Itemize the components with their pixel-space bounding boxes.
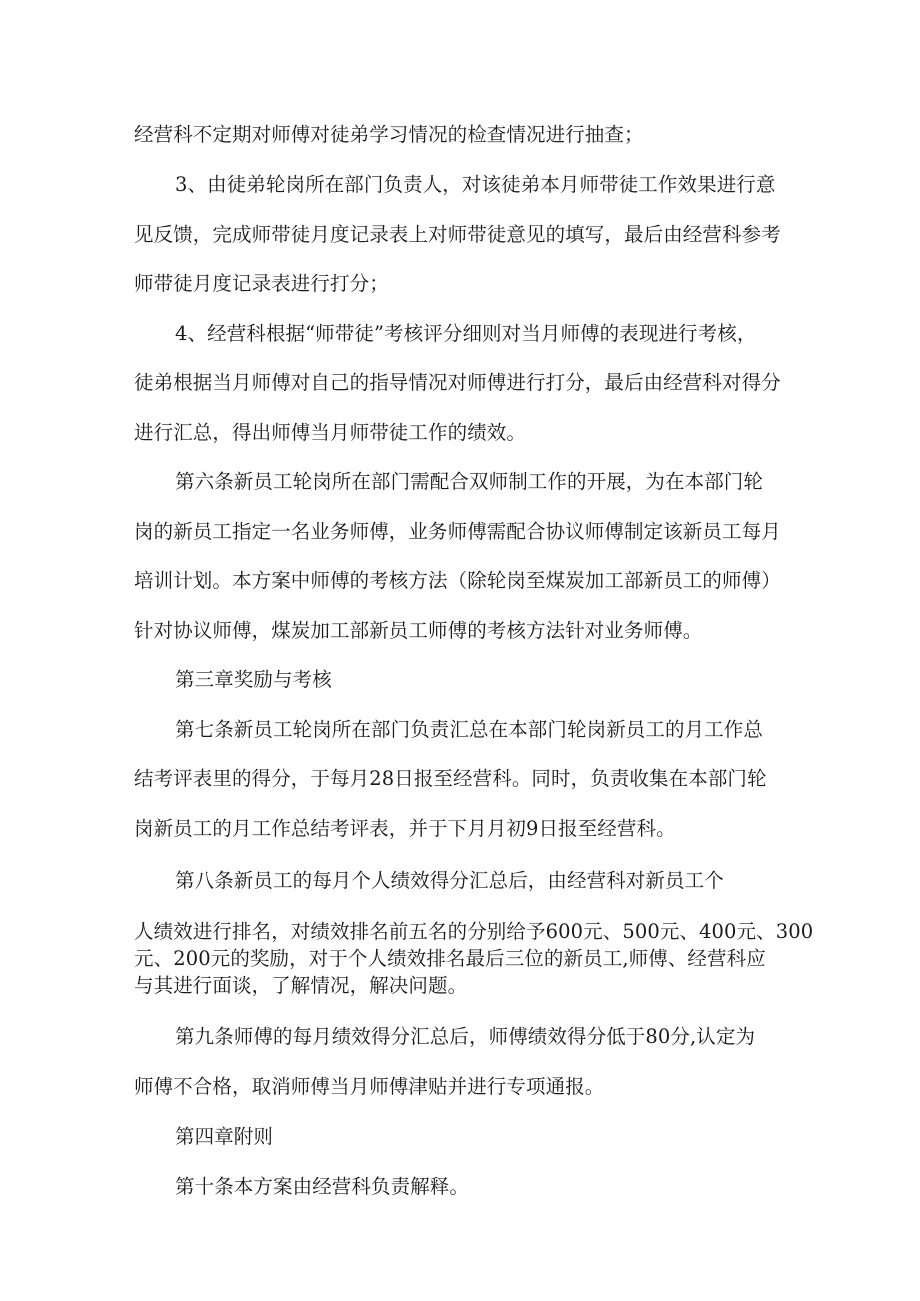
text-line: 徒弟根据当月师傅对自己的指导情况对师傅进行打分，最后由经营科对得分 (134, 371, 781, 394)
text-line: 人绩效进行排名，对绩效排名前五名的分别给予600元、500元、400元、300 (134, 920, 814, 943)
text-line: 元、200元的奖励，对于个人绩效排名最后三位的新员工,师傅、经营科应 (134, 947, 766, 970)
text-line: 师带徒月度记录表进行打分； (134, 272, 389, 295)
chapter-heading: 第三章奖励与考核 (175, 668, 332, 691)
text-line: 3、由徒弟轮岗所在部门负责人，对该徒弟本月师带徒工作效果进行意 (175, 173, 776, 196)
text-line: 经营科不定期对师傅对徒弟学习情况的检查情况进行抽查； (134, 123, 644, 146)
text-line: 4、经营科根据“师带徒”考核评分细则对当月师傅的表现进行考核， (175, 322, 757, 345)
text-line: 岗的新员工指定一名业务师傅，业务师傅需配合协议师傅制定该新员工每月 (134, 520, 781, 543)
text-line: 进行汇总，得出师傅当月师带徒工作的绩效。 (134, 421, 527, 444)
text-line: 与其进行面谈，了解情况，解决问题。 (134, 974, 468, 997)
text-line: 第九条师傅的每月绩效得分汇总后，师傅绩效得分低于80分,认定为 (175, 1025, 756, 1048)
text-line: 第八条新员工的每月个人绩效得分汇总后，由经营科对新员工个 (175, 869, 724, 892)
text-line: 第十条本方案由经营科负责解释。 (175, 1175, 470, 1198)
text-line: 培训计划。本方案中师傅的考核方法（除轮岗至煤炭加工部新员工的师傅） (134, 569, 781, 592)
text-line: 针对协议师傅，煤炭加工部新员工师傅的考核方法针对业务师傅。 (134, 619, 703, 642)
text-line: 第六条新员工轮岗所在部门需配合双师制工作的开展，为在本部门轮 (175, 470, 764, 493)
text-line: 结考评表里的得分，于每月28日报至经营科。同时，负责收集在本部门轮 (134, 767, 767, 790)
chapter-heading: 第四章附则 (175, 1125, 274, 1148)
text-line: 师傅不合格，取消师傅当月师傅津贴并进行专项通报。 (134, 1075, 605, 1098)
text-line: 见反馈，完成师带徒月度记录表上对师带徒意见的填写，最后由经营科参考 (134, 223, 781, 246)
text-line: 岗新员工的月工作总结考评表，并于下月月初9日报至经营科。 (134, 817, 676, 840)
text-line: 第七条新员工轮岗所在部门负责汇总在本部门轮岗新员工的月工作总 (175, 718, 764, 741)
